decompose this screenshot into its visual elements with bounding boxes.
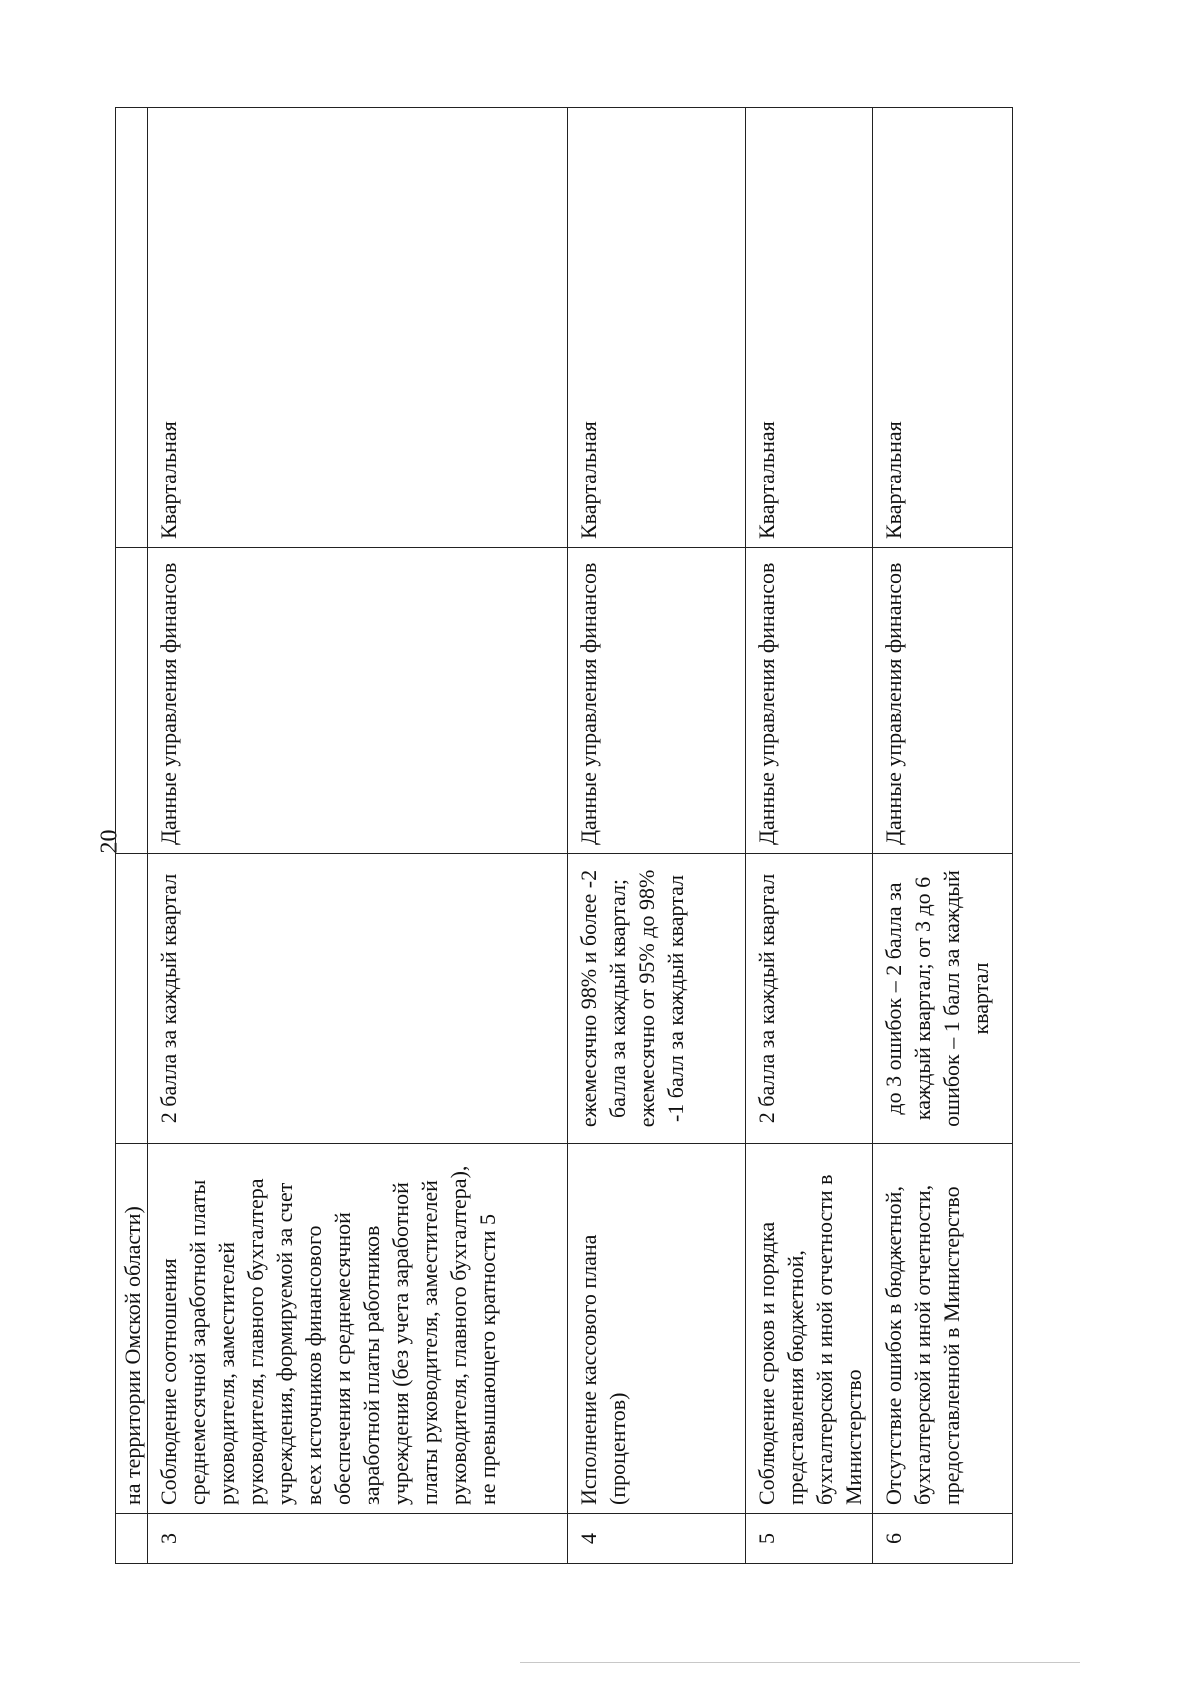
row-number: 4 [568,1514,746,1564]
criterion-source: Данные управления финансов [568,548,746,854]
criterion-score: до 3 ошибок – 2 балла за каждый квартал; от 3 до 6 ошибок – 1 балл за каждый квартал [873,854,1013,1144]
row-number: 6 [873,1514,1013,1564]
criterion-frequency: Квартальная [568,108,746,548]
table-row [568,108,746,1564]
table-row-continuation [116,108,148,1564]
criterion-frequency: Квартальная [873,108,1013,548]
criterion-name: Отсутствие ошибок в бюджетной, бухгалтерской и иной отчетности, предоставленной в Министерство [873,1144,1013,1514]
criterion-score: 2 балла за каждый квартал [746,854,873,1144]
row-number: 3 [148,1514,568,1564]
row-number: 5 [746,1514,873,1564]
criteria-table [115,107,1013,1564]
criterion-frequency: Квартальная [148,108,568,548]
criterion-name: Соблюдение сроков и порядка представления бюджетной, бухгалтерской и иной отчетности в Министерство [746,1144,873,1514]
criterion-name: Исполнение кассового плана (процентов) [568,1144,746,1514]
continuation-text: на территории Омской области) [116,1144,148,1514]
page-number: 20 [96,829,123,854]
criterion-score: ежемесячно 98% и более -2 балла за каждый квартал; ежемесячно от 95% до 98% -1 балл за каждый квартал [568,854,746,1144]
criterion-frequency: Квартальная [746,108,873,548]
criterion-source: Данные управления финансов [873,548,1013,854]
criterion-name: Соблюдение соотношения среднемесячной заработной платы руководителя, заместителей руководителя, главного бухгалтера учреждения, формируемой за счет всех источников финансового обеспечения и среднемесячной заработной платы работников учреждения (без учета заработной платы руководителя, заместителей руководителя, главного бухгалтера), не превышающего кратности 5 [148,1144,568,1514]
criterion-score: 2 балла за каждый квартал [148,854,568,1144]
table-row [148,108,568,1564]
table-cell-num [116,1514,148,1564]
criterion-source: Данные управления финансов [746,548,873,854]
criterion-source: Данные управления финансов [148,548,568,854]
scan-edge-line [520,1662,1080,1663]
table-row [746,108,873,1564]
criteria-table-wrapper [115,108,1095,1564]
table-row [873,108,1013,1564]
